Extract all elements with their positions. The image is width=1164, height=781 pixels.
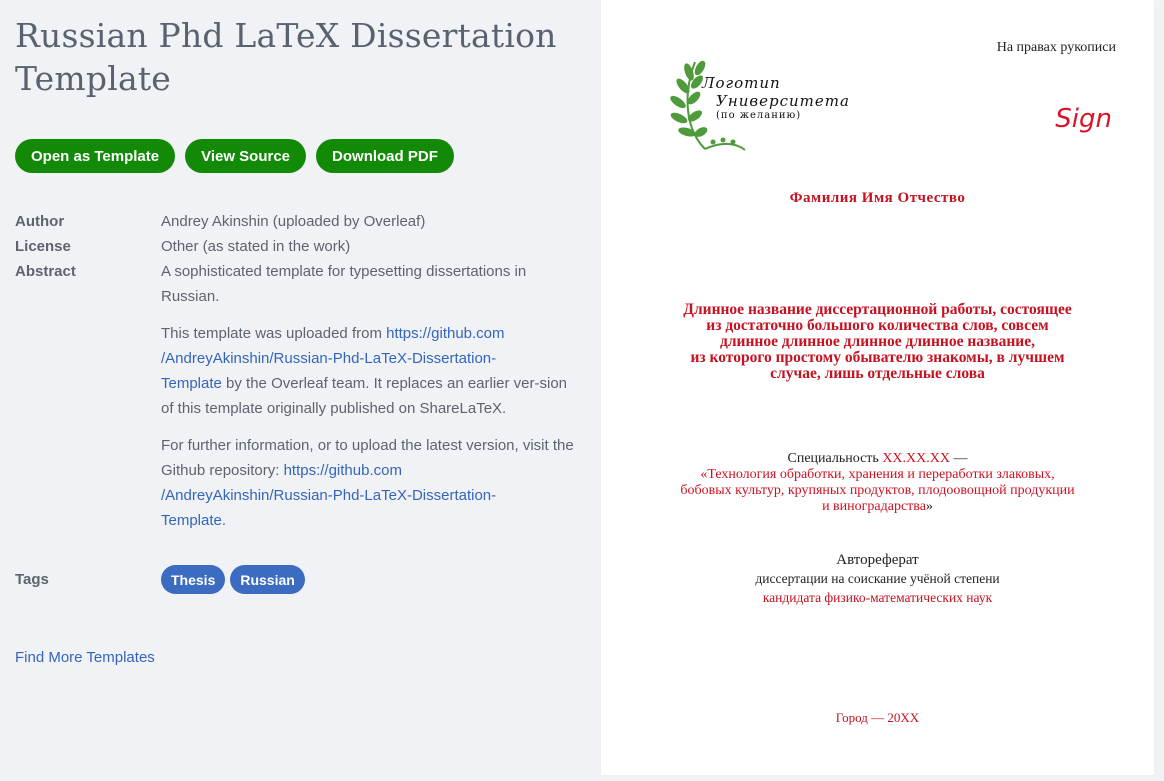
abstract-text: This template was uploaded from <box>161 325 387 342</box>
open-as-template-button[interactable]: Open as Template <box>15 139 175 173</box>
abstract-paragraph-1: A sophisticated template for typesetting dissertations in Russian. <box>161 263 527 305</box>
pdf-preview[interactable] <box>601 0 1154 775</box>
logo-line-2: Университета <box>716 92 850 110</box>
university-logo-text <box>702 74 850 121</box>
abstract-text: For further information, or to upload the latest version, visit the Github repository: <box>161 437 574 479</box>
signature-text: Sign <box>1055 104 1112 134</box>
abstract-paragraph-3 <box>161 433 575 533</box>
tag-thesis[interactable]: Thesis <box>161 565 225 594</box>
logo-line-3: (по желанию) <box>716 110 802 121</box>
specialty-line-1 <box>601 451 1154 467</box>
specialty-line-2: «Технология обработки, хранения и переработки злаковых, <box>700 467 1055 482</box>
license-value: Other (as stated in the work) <box>161 238 351 255</box>
title-line: из достаточно большого количества слов, совсем <box>706 317 1049 334</box>
page-title: Russian Phd LaTeX Dissertation Template <box>15 16 557 98</box>
tags-label: Tags <box>15 571 49 588</box>
abstract-row <box>15 259 575 545</box>
title-line: случае, лишь отдельные слова <box>770 365 985 382</box>
specialty-line-3: бобовых культур, крупяных продуктов, плодоовощной продукции <box>680 483 1075 498</box>
action-buttons <box>15 139 575 173</box>
author-row <box>15 209 575 234</box>
specialty-quote-end: » <box>925 499 933 514</box>
author-label: Author <box>15 213 65 230</box>
find-more-templates-link[interactable]: Find More Templates <box>15 649 155 666</box>
title-line: Длинное название диссертационной работы, состоящее <box>683 301 1072 318</box>
view-source-button[interactable]: View Source <box>185 139 306 173</box>
abstract-paragraph-2 <box>161 321 575 421</box>
metadata-table <box>15 209 575 545</box>
tags-row <box>15 565 575 594</box>
specialty-line-4-text: и виноградарства <box>822 499 926 514</box>
license-row <box>15 234 575 259</box>
degree-line-2: кандидата физико-математических наук <box>762 590 993 605</box>
specialty-block <box>601 451 1154 515</box>
download-pdf-button[interactable]: Download PDF <box>316 139 454 173</box>
title-line: из которого простому обывателю знакомы, в лучшем <box>690 349 1065 366</box>
specialty-line-4 <box>601 499 1154 515</box>
dissertation-title <box>601 302 1154 382</box>
abstract-heading: Автореферат <box>836 552 919 568</box>
abstract-value <box>161 259 575 545</box>
logo-line-1: Логотип <box>702 74 781 92</box>
link-part: Template <box>161 512 222 529</box>
author-fullname: Фамилия Имя Отчество <box>789 190 966 206</box>
city-year: Город — 20XX <box>835 710 920 725</box>
degree-line-1: диссертации на соискание учёной степени <box>755 571 1000 586</box>
author-value: Andrey Akinshin (uploaded by Overleaf) <box>161 213 426 230</box>
abstract-label: Abstract <box>15 263 76 280</box>
abstract-text: by the Overleaf team. It replaces an earlier ver-sion of this template originally published on ShareLaTeX. <box>161 375 568 417</box>
specialty-code: XX.XX.XX <box>882 451 950 466</box>
link-part: https://github.com <box>283 462 402 479</box>
title-line: длинное длинное длинное длинное название, <box>720 333 1035 350</box>
specialty-label: Специальность <box>787 451 883 466</box>
abstract-text: . <box>221 512 227 529</box>
preview-rights-text: На правах рукописи <box>996 40 1116 55</box>
specialty-dash: — <box>949 451 968 466</box>
link-part: /AndreyAkinshin/Russian-Phd-LaTeX-Dissertation- <box>161 487 497 504</box>
license-label: License <box>15 238 71 255</box>
template-details <box>15 14 575 594</box>
link-part: Template <box>161 375 222 392</box>
link-part: https://github.com <box>386 325 505 342</box>
link-part: /AndreyAkinshin/Russian-Phd-LaTeX-Dissertation- <box>161 350 497 367</box>
tag-russian[interactable]: Russian <box>230 565 304 594</box>
